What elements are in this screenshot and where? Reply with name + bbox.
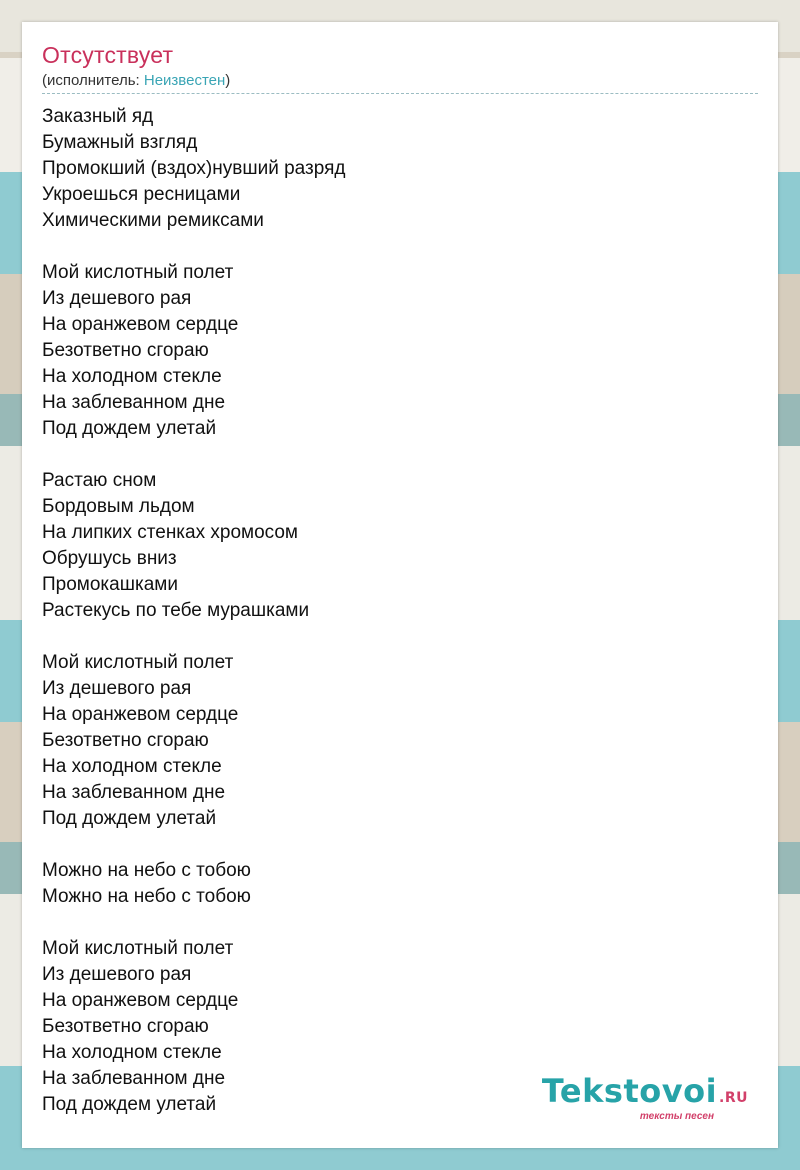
lyrics-stanza (42, 260, 758, 442)
lyric-line: Заказный яд (42, 106, 154, 127)
lyric-line: На холодном стекле (42, 756, 222, 777)
lyric-line: На заблеванном дне (42, 392, 226, 413)
lyrics-text (42, 104, 758, 1118)
lyrics-stanza (42, 468, 758, 624)
lyric-line: Промокший (вздох)нувший разряд (42, 158, 346, 179)
dashed-divider (42, 93, 758, 94)
lyric-line: Бордовым льдом (42, 496, 195, 517)
lyric-line: Под дождем улетай (42, 418, 217, 439)
lyrics-card (22, 22, 778, 1148)
lyric-line: Растаю сном (42, 470, 157, 491)
lyric-line: Можно на небо с тобою (42, 886, 251, 907)
logo-tagline: тексты песен (639, 1111, 714, 1122)
lyric-line: Химическими ремиксами (42, 210, 264, 231)
logo-name: Tekstovoi (541, 1072, 718, 1110)
lyric-line: Из дешевого рая (42, 678, 192, 699)
lyric-line: Из дешевого рая (42, 288, 192, 309)
lyrics-stanza (42, 104, 758, 234)
lyric-line: Под дождем улетай (42, 808, 217, 829)
lyric-line: Безответно сгораю (42, 340, 209, 361)
lyric-line: Обрушусь вниз (42, 548, 177, 569)
artist-suffix: ) (225, 72, 231, 89)
lyric-line: На заблеванном дне (42, 1068, 226, 1089)
lyric-line: На оранжевом сердце (42, 704, 239, 725)
lyric-line: На липких стенках хромосом (42, 522, 298, 543)
lyric-line: На оранжевом сердце (42, 990, 239, 1011)
site-logo[interactable] (542, 1074, 748, 1122)
artist-prefix: (исполнитель: (42, 72, 144, 89)
logo-tld: .RU (719, 1090, 748, 1106)
artist-link[interactable]: Неизвестен (143, 72, 226, 89)
lyric-line: На холодном стекле (42, 1042, 222, 1063)
lyric-line: Мой кислотный полет (42, 262, 234, 283)
song-title: Отсутствует (42, 42, 174, 68)
lyrics-stanza (42, 650, 758, 832)
lyric-line: Под дождем улетай (42, 1094, 217, 1115)
lyric-line: Мой кислотный полет (42, 938, 234, 959)
lyrics-stanza (42, 858, 758, 910)
lyric-line: Мой кислотный полет (42, 652, 234, 673)
lyric-line: Укроешься ресницами (42, 184, 241, 205)
lyric-line: На холодном стекле (42, 366, 222, 387)
lyric-line: На заблеванном дне (42, 782, 226, 803)
artist-line (42, 72, 230, 89)
lyric-line: Растекусь по тебе мурашками (42, 600, 310, 621)
lyric-line: На оранжевом сердце (42, 314, 239, 335)
lyric-line: Промокашками (42, 574, 178, 595)
lyric-line: Безответно сгораю (42, 1016, 209, 1037)
lyric-line: Безответно сгораю (42, 730, 209, 751)
lyric-line: Бумажный взгляд (42, 132, 198, 153)
lyric-line: Из дешевого рая (42, 964, 192, 985)
lyric-line: Можно на небо с тобою (42, 860, 251, 881)
